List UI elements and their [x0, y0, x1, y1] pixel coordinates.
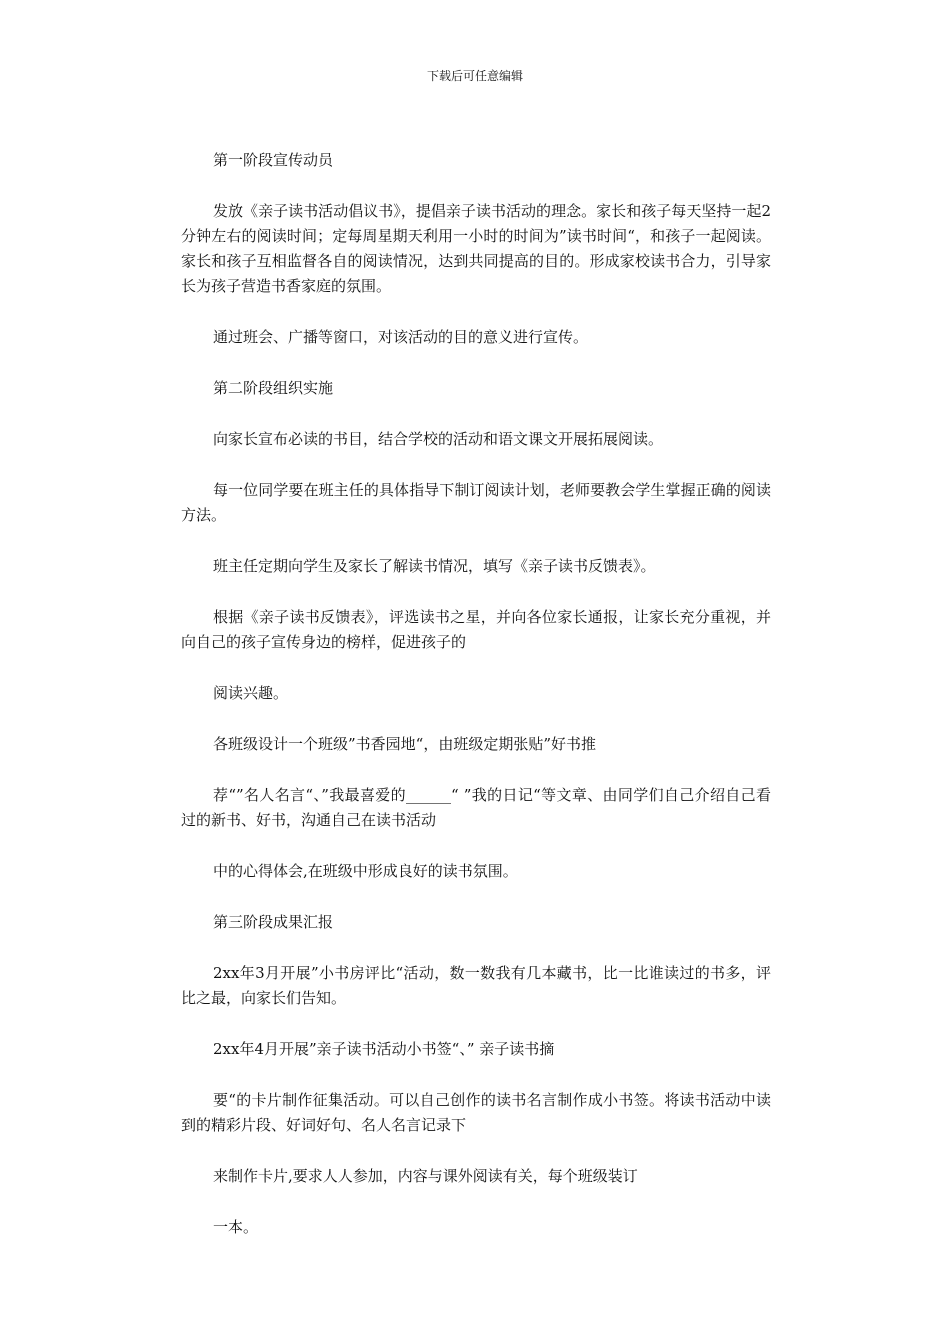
section-heading-1: 第一阶段宣传动员 [213, 151, 334, 169]
paragraph: 一本。 [213, 1218, 259, 1236]
section-heading-2: 第二阶段组织实施 [213, 379, 334, 397]
paragraph: 要“的卡片制作征集活动。可以自己创作的读书名言制作成小书签。将读书活动中读到的精彩片段、好词好句、名人名言记录下 [181, 1091, 771, 1134]
paragraph: 根据《亲子读书反馈表》，评选读书之星，并向各位家长通报，让家长充分重视，并向自己的孩子宣传身边的榜样，促进孩子的 [181, 608, 771, 651]
paragraph: 来制作卡片,要求人人参加，内容与课外阅读有关，每个班级装订 [213, 1167, 638, 1185]
paragraph: 2xx年3月开展”小书房评比“活动，数一数我有几本藏书，比一比谁读过的书多，评比之最，向家长们告知。 [181, 964, 771, 1007]
section-heading-3: 第三阶段成果汇报 [213, 913, 334, 931]
paragraph: 班主任定期向学生及家长了解读书情况，填写《亲子读书反馈表》。 [213, 557, 656, 575]
paragraph: 阅读兴趣。 [213, 684, 289, 702]
paragraph: 每一位同学要在班主任的具体指导下制订阅读计划，老师要教会学生掌握正确的阅读方法。 [181, 481, 771, 524]
paragraph: 通过班会、广播等窗口，对该活动的目的意义进行宣传。 [213, 328, 589, 346]
paragraph: 中的心得体会,在班级中形成良好的读书氛围。 [213, 862, 518, 880]
paragraph: 发放《亲子读书活动倡议书》，提倡亲子读书活动的理念。家长和孩子每天坚持一起2分钟左右的阅读时间；定每周星期天利用一小时的时间为”读书时间“，和孩子一起阅读。家长和孩子互相监督各自的阅读情况，达到共同提高的目的。形成家校读书合力，引导家长为孩子营造书香家庭的氛围。 [181, 202, 771, 295]
document-body [181, 148, 771, 1266]
paragraph: 向家长宣布必读的书目，结合学校的活动和语文课文开展拓展阅读。 [213, 430, 664, 448]
page-header: 下载后可任意编辑 [426, 69, 523, 83]
paragraph: 荐“”名人名言“、”我最喜爱的______“ ”我的日记“等文章、由同学们自己介绍自己看过的新书、好书，沟通自己在读书活动 [181, 786, 771, 829]
paragraph: 2xx年4月开展”亲子读书活动小书签“、” 亲子读书摘 [213, 1040, 555, 1058]
paragraph: 各班级设计一个班级”书香园地“，由班级定期张贴”好书推 [213, 735, 597, 753]
